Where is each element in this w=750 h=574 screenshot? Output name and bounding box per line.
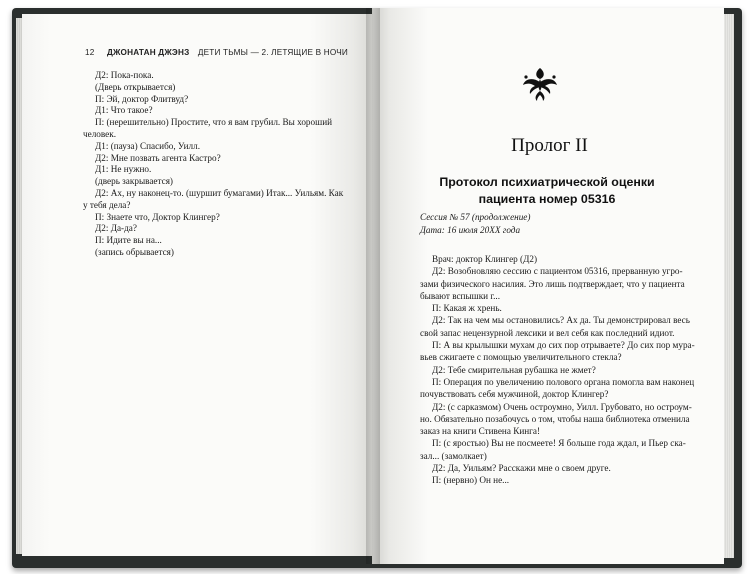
text-line: Д2: (с сарказмом) Очень остроумно, Уилл. Грубовато, но остроум- <box>432 401 692 412</box>
text-line: (Дверь открывается) <box>95 81 176 92</box>
text-line: П: Операция по увеличению полового органа помогла вам наконец <box>432 376 695 387</box>
right-page-text <box>420 253 702 487</box>
running-head-title: ДЕТИ ТЬМЫ — 2. ЛЕТЯЩИЕ В НОЧИ <box>197 48 349 57</box>
text-line: П: (нервно) Он не... <box>432 475 510 486</box>
chapter-title: Пролог II <box>511 135 588 156</box>
text-line: П: А вы крылышки мухам до сих пор отрываете? До сих пор мура- <box>432 340 695 351</box>
text-line: Д1: (пауза) Спасибо, Уилл. <box>95 140 201 151</box>
text-line: Д2: Пока-пока. <box>95 70 154 80</box>
session-info <box>420 211 690 237</box>
text-line: П: (нерешительно) Простите, что я вам грубил. Вы хороший <box>95 117 333 128</box>
text-line: (дверь закрывается) <box>95 176 173 187</box>
text-line: Д2: Мне позвать агента Кастро? <box>95 152 221 163</box>
text-line: Д2: Да-да? <box>95 223 137 234</box>
text-line: Д2: Так на чем мы остановились? Ах да. Ты демонстрировал весь <box>432 315 690 326</box>
flourish-ornament-icon <box>518 64 562 104</box>
text-line: человек. <box>83 128 116 139</box>
left-page-text <box>83 70 375 259</box>
text-line: Д2: Ах, ну наконец-то. (шуршит бумагами) Итак... Уильям. Как <box>95 187 344 198</box>
text-line: заказ на книги Стивена Кинга! <box>420 426 541 437</box>
text-line: но. Обязательно позабочусь о том, чтобы наша библиотека отменила <box>420 413 690 424</box>
running-head <box>85 48 348 57</box>
text-line: (запись обрывается) <box>95 246 174 257</box>
document-title <box>402 174 692 208</box>
document-title-line: пациента номер 05316 <box>478 192 616 206</box>
session-date: Дата: 16 июля 20ХХ года <box>420 224 521 235</box>
text-line: П: (с яростью) Вы не посмеете! Я больше года ждал, и Пьер ска- <box>432 438 686 449</box>
text-line: Врач: доктор Клингер (Д2) <box>432 254 538 264</box>
text-line: зал... (замолкает) <box>420 450 487 461</box>
text-line: П: Эй, доктор Флитвуд? <box>95 93 189 104</box>
text-line: Д2: Тебе смирительная рубашка не жмет? <box>432 364 596 375</box>
text-line: свой запас нецензурной лексики и вел себя как последний идиот. <box>420 327 675 338</box>
text-line: вьев сжигаете с помощью увеличительного стекла? <box>420 352 622 363</box>
text-line: бывают вспышки г... <box>420 290 501 301</box>
text-line: П: Знаете что, Доктор Клингер? <box>95 211 220 222</box>
document-title-line: Протокол психиатрической оценки <box>439 175 655 189</box>
page-edges-right <box>724 14 734 558</box>
text-line: П: Какая ж хрень. <box>432 303 502 314</box>
text-line: Д1: Что такое? <box>95 105 153 116</box>
page-number: 12 <box>85 48 95 57</box>
text-line: П: Идите вы на... <box>95 235 162 246</box>
text-line: у тебя дела? <box>83 199 131 210</box>
text-line: зами физического насилия. Это лишь подтверждает, что у пациента <box>420 278 685 289</box>
session-number: Сессия № 57 (продолжение) <box>420 212 531 222</box>
text-line: Д2: Да, Уильям? Расскажи мне о своем друге. <box>432 463 611 474</box>
text-line: Д2: Возобновляю сессию с пациентом 05316, прерванную угро- <box>432 266 683 277</box>
running-head-author: ДЖОНАТАН ДЖЭНЗ <box>107 48 190 57</box>
text-line: Д1: Не нужно. <box>95 164 152 175</box>
text-line: почувствовать себя мужчиной, доктор Клингер? <box>420 389 609 400</box>
